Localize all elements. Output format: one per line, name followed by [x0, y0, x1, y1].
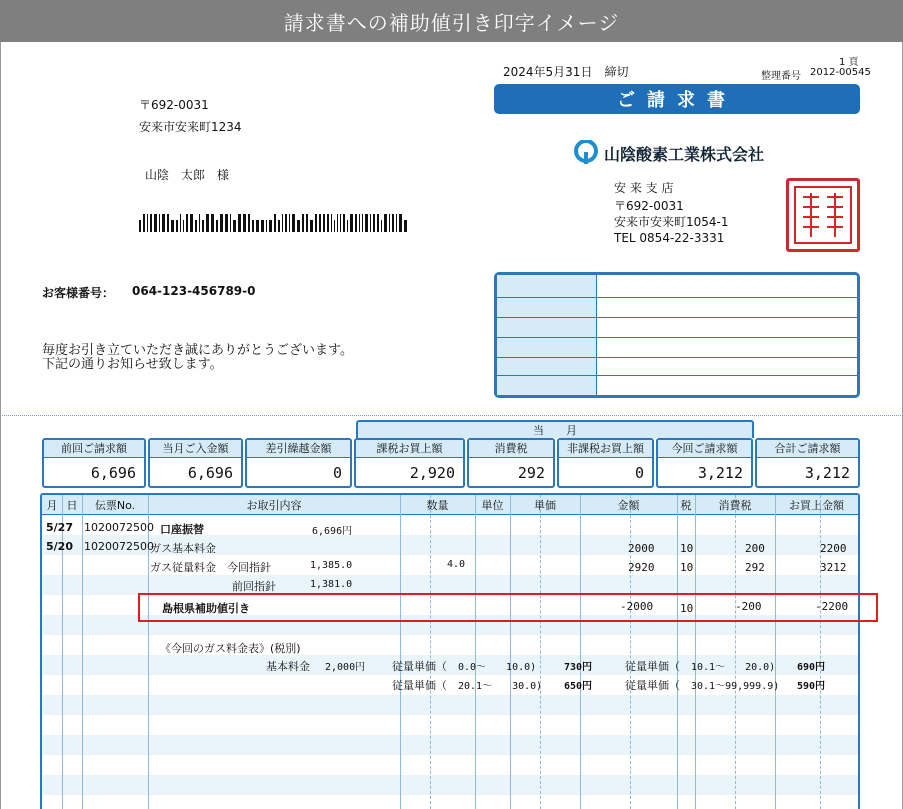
company-address: 安来市安来町1054-1 [614, 215, 729, 229]
column-header: 税 [680, 499, 692, 512]
info-row [497, 317, 857, 318]
info-box-labels [497, 275, 597, 395]
summary-value: 3,212 [697, 464, 743, 482]
customer-name: 山陰 太郎 様 [145, 168, 230, 182]
base-fee-value: 2,000円 [325, 662, 366, 673]
row-desc: 口座振替 [160, 523, 204, 536]
summary-value: 0 [634, 464, 644, 482]
rate-label: 従量単価（ [392, 679, 447, 692]
invoice-date: 2024年5月31日 締切 [503, 65, 629, 79]
rate-label: 従量単価（ [625, 679, 680, 692]
row-tax: 10 [680, 542, 694, 555]
summary-header: 今回ご請求額 [658, 440, 751, 458]
rate-price: 690円 [797, 662, 826, 673]
row-date: 5/20 [46, 540, 73, 553]
row-slip: 1020072500 [84, 521, 154, 534]
branch-name: 安 来 支 店 [614, 181, 674, 195]
row-desc: 前回指針 [232, 580, 276, 593]
column-header: お取引内容 [246, 499, 302, 512]
company-name: 山陰酸素工業株式会社 [604, 145, 765, 164]
row-tax: 10 [680, 561, 694, 574]
column-header: 数量 [426, 499, 449, 512]
rate-range: 0.0〜 10.0) [458, 662, 537, 673]
company-logo-icon [574, 140, 598, 164]
summary-header: 差引繰越金額 [247, 440, 350, 458]
customer-number-label: お客様番号： [42, 286, 115, 300]
column-header: 単価 [534, 499, 556, 512]
rate-price: 730円 [564, 662, 593, 673]
base-fee-label: 基本料金 [266, 660, 310, 673]
row-desc: ガス基本料金 [150, 542, 216, 555]
row-qty: 4.0 [447, 559, 466, 570]
info-box [494, 272, 860, 398]
row-ctax: 200 [745, 542, 765, 555]
info-row [497, 337, 857, 338]
info-row [497, 375, 857, 376]
column-line [775, 495, 776, 809]
greeting-line-2: 下記の通りお知らせ致します。 [42, 357, 223, 372]
rate-title: 《今回のガス料金表》(税別) [160, 642, 301, 655]
rate-range: 30.1〜99,999.9) [691, 681, 780, 692]
customer-number: 064-123-456789-0 [132, 284, 256, 298]
info-row [497, 357, 857, 358]
column-header: お買上金額 [789, 499, 844, 512]
row-total: 2200 [820, 542, 847, 555]
summary-value: 2,920 [409, 464, 455, 482]
company-postal: 〒692-0031 [614, 199, 684, 213]
banner-title: 請求書への補助値引き印字イメージ [0, 0, 903, 42]
customer-address: 安来市安来町1234 [139, 120, 242, 134]
info-row [497, 297, 857, 298]
company-seal-icon [786, 178, 860, 252]
row-sub: 1,381.0 [310, 579, 353, 590]
divider [0, 415, 903, 416]
greeting-line-1: 毎度お引き立ていただき誠にありがとうございます。 [42, 343, 353, 358]
summary-value: 3,212 [804, 464, 850, 482]
row-ctax: 292 [745, 561, 765, 574]
column-line [82, 495, 83, 809]
ref-label: 整理番号 [761, 71, 801, 82]
ref-number: 2012-00545 [810, 67, 871, 78]
column-line [510, 495, 511, 809]
summary-value: 292 [517, 464, 545, 482]
rate-label: 従量単価（ [625, 660, 680, 673]
rate-range: 20.1〜 30.0) [458, 681, 543, 692]
invoice-title: ご請求書 [494, 84, 860, 114]
summary-header: 非課税お買上額 [559, 440, 652, 458]
company-tel: TEL 0854-22-3331 [614, 231, 725, 245]
discount-desc: 島根県補助値引き [162, 602, 250, 615]
summary-value: 6,696 [90, 464, 136, 482]
column-line [735, 495, 736, 809]
discount-total: -2200 [815, 600, 849, 613]
column-line [430, 495, 431, 809]
column-header: 伝票No. [94, 499, 136, 512]
customer-postal: 〒692-0031 [139, 98, 209, 112]
column-line [677, 495, 678, 809]
column-line [540, 495, 541, 809]
summary-value: 6,696 [187, 464, 233, 482]
summary-header: 課税お買上額 [356, 440, 463, 458]
row-amount: 2920 [628, 561, 655, 574]
row-sub: 6,696円 [312, 526, 353, 537]
row-date: 5/27 [46, 521, 73, 534]
rate-price: 590円 [797, 681, 826, 692]
column-line [475, 495, 476, 809]
summary-header: 合計ご請求額 [757, 440, 858, 458]
summary-header: 前回ご請求額 [44, 440, 144, 458]
row-slip: 1020072500 [84, 540, 154, 553]
page-number: 1 頁 [839, 57, 859, 68]
discount-amount: -2000 [620, 600, 654, 613]
discount-ctax: -200 [735, 600, 762, 613]
current-month-label: 当 月 [356, 420, 754, 438]
row-desc: ガス従量料金 今回指針 [150, 561, 271, 574]
summary-header: 当月ご入金額 [150, 440, 241, 458]
row-amount: 2000 [628, 542, 655, 555]
column-line [400, 495, 401, 809]
barcode-icon [139, 214, 410, 232]
column-line [695, 495, 696, 809]
column-header: 消費税 [718, 499, 752, 512]
rate-label: 従量単価（ [392, 660, 447, 673]
row-total: 3212 [820, 561, 847, 574]
column-header: 月 [46, 499, 58, 512]
column-header: 日 [66, 499, 78, 512]
summary-value: 0 [332, 464, 342, 482]
rate-range: 10.1〜 20.0) [691, 662, 776, 673]
summary-header: 消費税 [469, 440, 553, 458]
column-line [580, 495, 581, 809]
column-header: 金額 [617, 499, 640, 512]
discount-tax: 10 [680, 602, 694, 615]
rate-price: 650円 [564, 681, 593, 692]
column-header: 単位 [481, 499, 504, 512]
row-sub: 1,385.0 [310, 560, 353, 571]
